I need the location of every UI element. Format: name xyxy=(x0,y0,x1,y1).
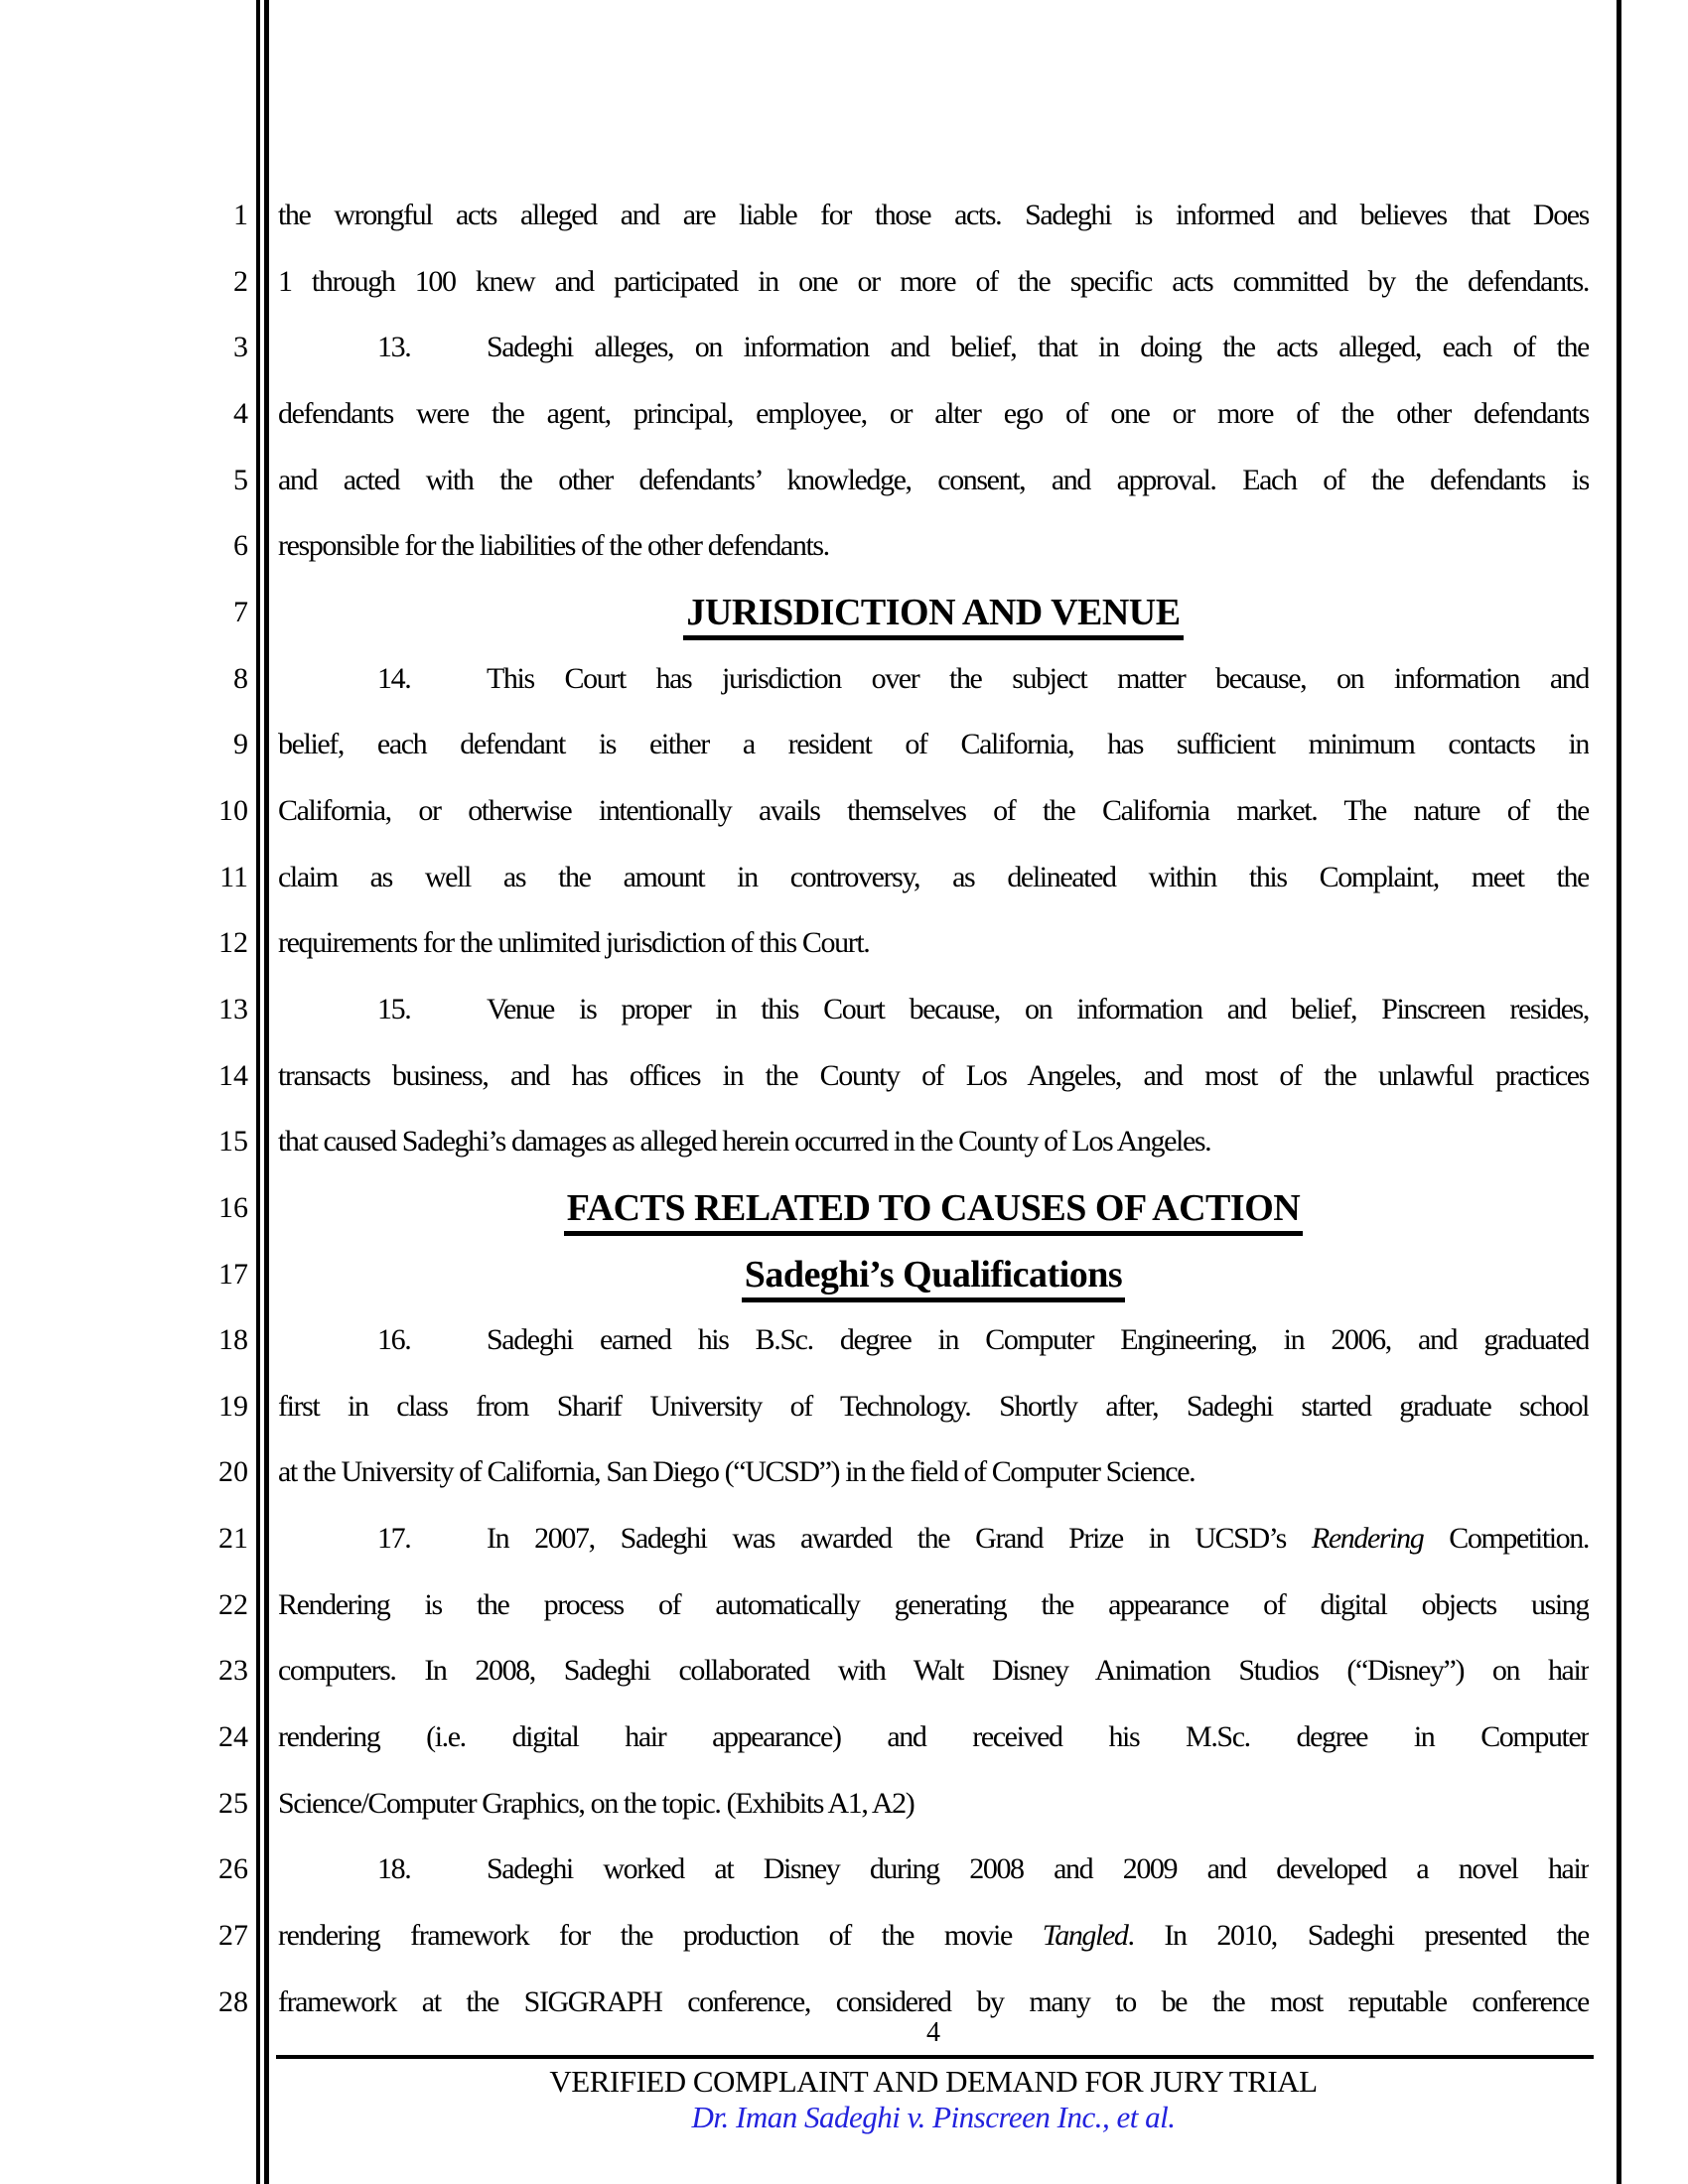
text-segment: 1 through 100 knew and participated in one or more of the specific acts committed by the defendants. xyxy=(278,264,1589,298)
paragraph-number: 14. xyxy=(377,661,411,695)
section-heading: FACTS RELATED TO CAUSES OF ACTION xyxy=(564,1187,1303,1236)
text-segment: that caused Sadeghi’s damages as alleged herein occurred in the County of Los Angeles. xyxy=(278,1125,1211,1159)
line-number: 20 xyxy=(218,1455,248,1489)
line-number: 10 xyxy=(218,793,248,827)
section-heading-line xyxy=(278,1175,1589,1242)
text-segment: first in class from Sharif University of Technology. Shortly after, Sadeghi started graduate school xyxy=(278,1389,1589,1423)
text-segment: computers. In 2008, Sadeghi collaborated with Walt Disney Animation Studios (“Disney”) on hair xyxy=(278,1654,1589,1688)
document-text-line xyxy=(278,1638,1589,1705)
line-number: 24 xyxy=(218,1720,248,1754)
document-text-line xyxy=(278,513,1589,580)
paragraph-number: 16. xyxy=(377,1323,411,1357)
document-text-line xyxy=(278,448,1589,514)
text-segment: rendering framework for the production of the movie xyxy=(278,1919,1043,1953)
section-heading: JURISDICTION AND VENUE xyxy=(683,592,1183,640)
document-text-line xyxy=(278,1506,1589,1572)
paragraph-number: 15. xyxy=(377,992,411,1025)
line-number: 26 xyxy=(218,1852,248,1886)
document-text-line xyxy=(278,315,1589,381)
text-segment: rendering (i.e. digital hair appearance) and received his M.Sc. degree in Computer xyxy=(278,1720,1589,1754)
right-margin-rule xyxy=(1617,0,1621,2184)
paragraph-number: 18. xyxy=(377,1852,411,1886)
line-number: 27 xyxy=(218,1919,248,1953)
text-segment: California, or otherwise intentionally avails themselves of the California market. The nature of the xyxy=(278,793,1589,827)
left-margin-rule-inner xyxy=(264,0,269,2184)
text-segment: responsible for the liabilities of the other defendants. xyxy=(278,529,829,563)
line-number: 25 xyxy=(218,1786,248,1820)
document-text-line xyxy=(278,249,1589,316)
document-text-line xyxy=(278,910,1589,977)
text-segment: Sadeghi alleges, on information and belief, that in doing the acts alleged, each of the xyxy=(487,331,1589,364)
left-margin-rule-outer xyxy=(256,0,260,2184)
text-segment: claim as well as the amount in controversy, as delineated within this Complaint, meet the xyxy=(278,860,1589,893)
document-text-line xyxy=(278,646,1589,713)
document-text-line xyxy=(278,778,1589,845)
line-number: 7 xyxy=(233,595,248,628)
text-segment: . In 2010, Sadeghi presented the xyxy=(1127,1919,1589,1953)
document-text-line xyxy=(278,977,1589,1043)
italic-text-segment: Rendering xyxy=(1311,1522,1424,1556)
section-heading-line xyxy=(278,1242,1589,1308)
text-segment: defendants were the agent, principal, employee, or alter ego of one or more of the other defendants xyxy=(278,396,1589,430)
line-number: 11 xyxy=(219,860,248,893)
text-segment: Science/Computer Graphics, on the topic. (Exhibits A1, A2) xyxy=(278,1786,914,1820)
section-heading: Sadeghi’s Qualifications xyxy=(742,1254,1125,1302)
text-segment: requirements for the unlimited jurisdiction of this Court. xyxy=(278,926,870,960)
line-number: 3 xyxy=(233,331,248,364)
page-number: 4 xyxy=(926,2017,940,2048)
line-number: 8 xyxy=(233,661,248,695)
text-segment: This Court has jurisdiction over the subject matter because, on information and xyxy=(487,661,1589,695)
text-segment: Sadeghi worked at Disney during 2008 and 2009 and developed a novel hair xyxy=(487,1852,1589,1886)
document-text-line xyxy=(278,1307,1589,1374)
line-number: 12 xyxy=(218,926,248,960)
document-text-line xyxy=(278,845,1589,911)
text-segment: belief, each defendant is either a resident of California, has sufficient minimum contacts in xyxy=(278,728,1589,761)
line-number: 4 xyxy=(233,396,248,430)
document-text-line xyxy=(278,1109,1589,1175)
text-segment: Sadeghi earned his B.Sc. degree in Computer Engineering, in 2006, and graduated xyxy=(487,1323,1589,1357)
document-text-line xyxy=(278,1374,1589,1440)
line-number: 1 xyxy=(233,199,248,231)
document-text-line xyxy=(278,1439,1589,1506)
line-number: 19 xyxy=(218,1389,248,1423)
line-number: 16 xyxy=(218,1190,248,1224)
document-text-line xyxy=(278,1771,1589,1838)
line-number: 17 xyxy=(218,1257,248,1291)
text-segment: at the University of California, San Diego (“UCSD”) in the field of Computer Science. xyxy=(278,1455,1196,1489)
line-number-column xyxy=(0,183,248,2035)
text-segment: Competition. xyxy=(1423,1522,1589,1556)
line-number: 9 xyxy=(233,728,248,761)
line-number: 22 xyxy=(218,1587,248,1621)
paragraph-number: 17. xyxy=(377,1522,411,1556)
document-text-line xyxy=(278,1572,1589,1639)
document-text-line xyxy=(278,712,1589,778)
text-segment: the wrongful acts alleged and are liable for those acts. Sadeghi is informed and believes that Does xyxy=(278,199,1589,231)
document-text-line xyxy=(278,1903,1589,1970)
line-text-column xyxy=(278,183,1589,2035)
paragraph-number: 13. xyxy=(377,331,411,364)
text-segment: and acted with the other defendants’ knowledge, consent, and approval. Each of the defendants is xyxy=(278,463,1589,496)
line-number: 21 xyxy=(218,1522,248,1556)
document-text-line xyxy=(278,381,1589,448)
line-number: 13 xyxy=(218,992,248,1025)
document-text-line xyxy=(278,183,1589,249)
document-text-line xyxy=(278,1043,1589,1110)
line-number: 5 xyxy=(233,463,248,496)
footer-divider-rule xyxy=(276,2055,1594,2059)
line-number: 2 xyxy=(233,264,248,298)
document-text-line xyxy=(278,1837,1589,1903)
document-text-line xyxy=(278,1705,1589,1771)
italic-text-segment: Tangled xyxy=(1042,1919,1128,1953)
line-number: 14 xyxy=(218,1058,248,1092)
line-number: 15 xyxy=(218,1125,248,1159)
text-segment: framework at the SIGGRAPH conference, considered by many to be the most reputable conference xyxy=(278,1984,1589,2018)
line-number: 23 xyxy=(218,1654,248,1688)
footer-document-title: VERIFIED COMPLAINT AND DEMAND FOR JURY TRIAL xyxy=(549,2064,1318,2099)
text-segment: In 2007, Sadeghi was awarded the Grand Prize in UCSD’s xyxy=(487,1522,1312,1556)
text-segment: Venue is proper in this Court because, on information and belief, Pinscreen resides, xyxy=(487,992,1589,1025)
line-number: 18 xyxy=(218,1323,248,1357)
footer-case-caption: Dr. Iman Sadeghi v. Pinscreen Inc., et al. xyxy=(691,2100,1176,2134)
line-number: 6 xyxy=(233,529,248,563)
text-segment: Rendering is the process of automatically generating the appearance of digital objects using xyxy=(278,1587,1589,1621)
section-heading-line xyxy=(278,580,1589,646)
line-number: 28 xyxy=(218,1984,248,2018)
text-segment: transacts business, and has offices in the County of Los Angeles, and most of the unlawful practices xyxy=(278,1058,1589,1092)
